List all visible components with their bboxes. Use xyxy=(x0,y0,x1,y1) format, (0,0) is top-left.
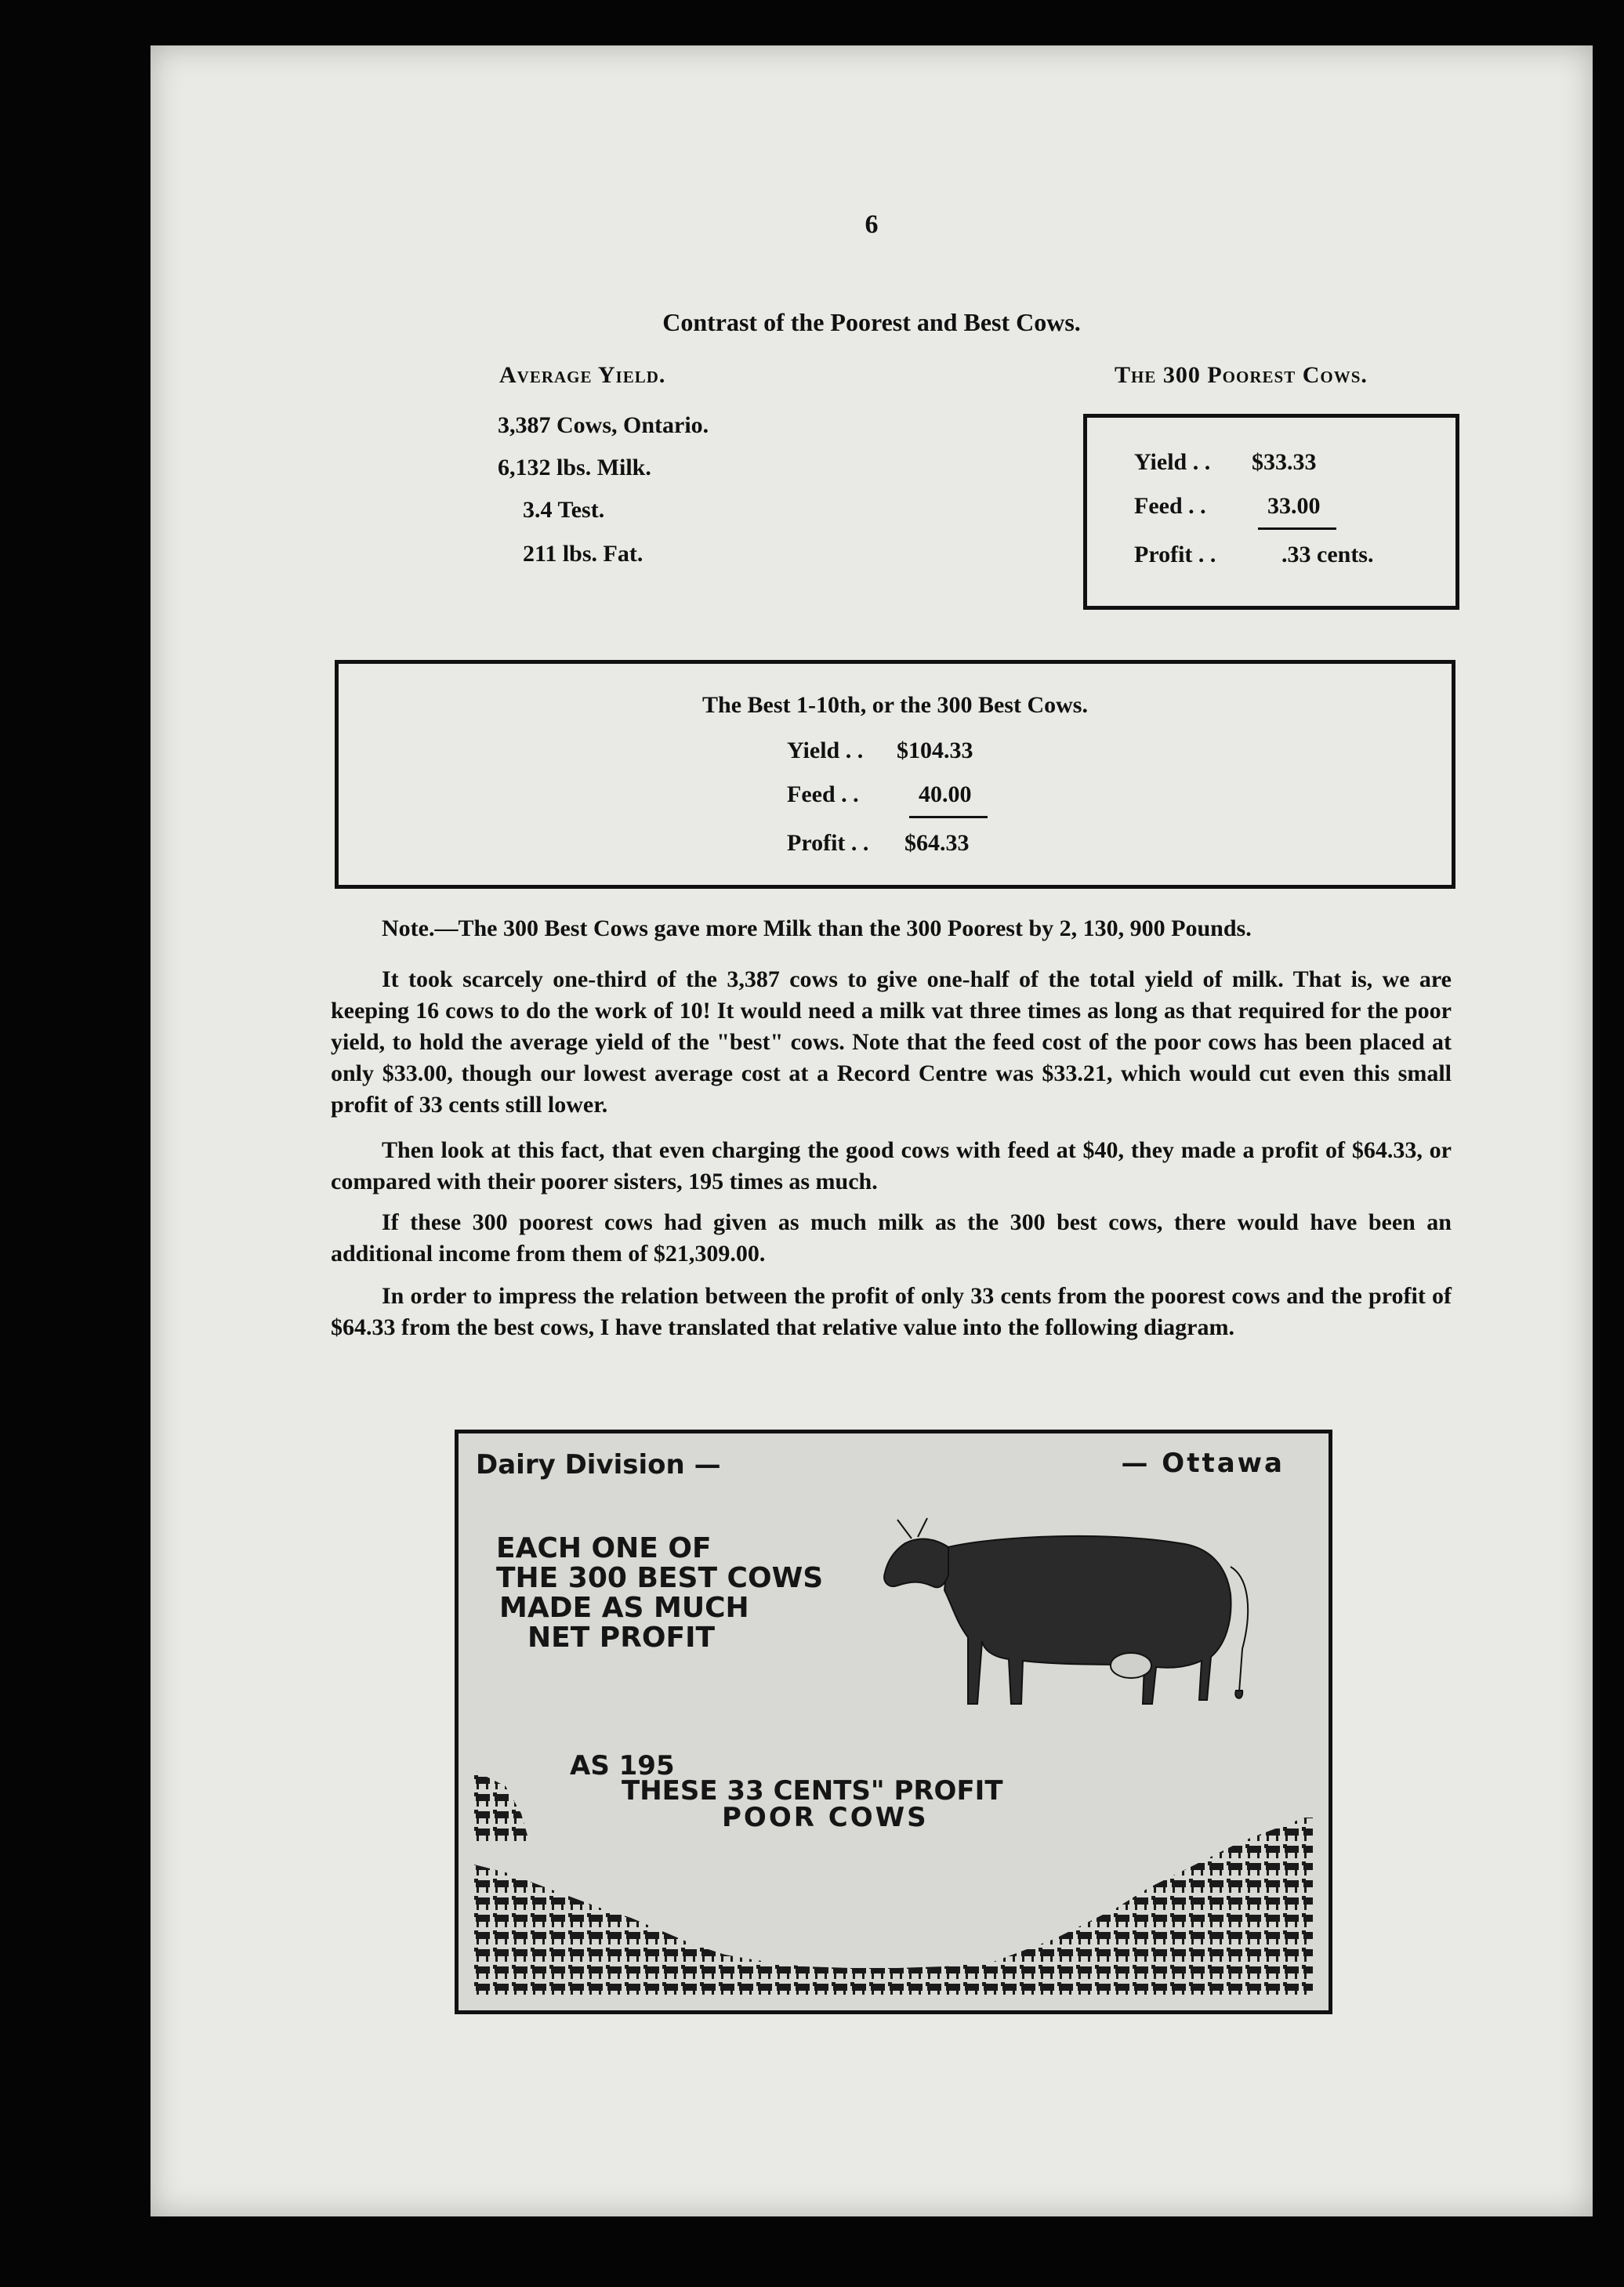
best-yield-value: $104.33 xyxy=(897,738,973,763)
poorest-cows-box xyxy=(1083,414,1459,610)
body-paragraph: It took scarcely one-third of the 3,387 cows to give one-half of the total yield of milk. That is, we are keeping 16 cows to do the work of 10! It would need a milk vat three times as long as that required for the poor yield, to hold the average yield of the "best" cows. Note that the feed cost of the poor cows has been placed at only $33.00, though our lowest average cost at a Record Centre was $33.21, which would cut even this small profit of 33 cents still lower. xyxy=(331,966,1452,1118)
diagram-main-text xyxy=(496,1534,888,1653)
best-feed-label: Feed . . xyxy=(787,781,859,807)
poorest-feed-label: Feed . . xyxy=(1134,493,1206,519)
best-cows-heading: The Best 1-10th, or the 300 Best Cows. xyxy=(702,692,1088,718)
poorest-profit-value: .33 cents. xyxy=(1281,542,1374,567)
diagram-bottom-line: POOR COWS xyxy=(722,1802,929,1833)
small-cows-pattern-icon xyxy=(474,1739,1313,1995)
note-paragraph: Note.—The 300 Best Cows gave more Milk than the 300 Poorest by 2, 130, 900 Pounds. xyxy=(382,915,1252,941)
diagram-line: EACH ONE OF xyxy=(496,1532,712,1564)
best-feed-value: 40.00 xyxy=(919,781,972,807)
average-line: 6,132 lbs. Milk. xyxy=(498,455,651,480)
cow-illustration-icon xyxy=(874,1504,1266,1755)
body-paragraph: In order to impress the relation between the profit of only 33 cents from the poorest cows and the profit of $64.33 from the best cows, I have translated that relative value into the following diagram. xyxy=(331,1283,1452,1340)
page-title: Contrast of the Poorest and Best Cows. xyxy=(662,308,1081,336)
diagram-line: THE 300 BEST COWS xyxy=(496,1562,824,1594)
best-profit-label: Profit . . xyxy=(787,830,869,856)
sum-rule xyxy=(909,816,988,818)
poorest-feed-value: 33.00 xyxy=(1267,493,1321,519)
poorest-profit-label: Profit . . xyxy=(1134,542,1216,567)
average-line: 3.4 Test. xyxy=(523,497,605,523)
profit-diagram xyxy=(455,1430,1332,2014)
best-yield-label: Yield . . xyxy=(787,738,864,763)
diagram-bottom-line: AS 195 xyxy=(570,1750,675,1781)
diagram-header-right: — Ottawa xyxy=(1121,1448,1285,1479)
body-paragraph: Then look at this fact, that even charging the good cows with feed at $40, they made a profit of $64.33, or compared with their poorer sisters, 195 times as much. xyxy=(331,1137,1452,1194)
page-number: 6 xyxy=(865,210,879,239)
poorest-cows-heading: The 300 Poorest Cows. xyxy=(1115,362,1368,388)
sum-rule xyxy=(1258,527,1336,530)
document-page xyxy=(150,45,1593,2216)
average-line: 211 lbs. Fat. xyxy=(523,541,643,567)
diagram-bottom-line: THESE 33 CENTS" PROFIT xyxy=(622,1775,1003,1807)
poorest-yield-value: $33.33 xyxy=(1252,449,1317,475)
best-profit-value: $64.33 xyxy=(904,830,970,856)
poorest-yield-label: Yield . . xyxy=(1134,449,1211,475)
diagram-header-left: Dairy Division — xyxy=(476,1449,721,1481)
diagram-line: NET PROFIT xyxy=(527,1622,716,1654)
average-yield-heading: Average Yield. xyxy=(499,362,666,388)
diagram-line: MADE AS MUCH xyxy=(499,1592,749,1624)
average-line: 3,387 Cows, Ontario. xyxy=(498,412,709,438)
best-cows-box xyxy=(335,660,1455,889)
body-paragraph: If these 300 poorest cows had given as much milk as the 300 best cows, there would have been an additional income from them of $21,309.00. xyxy=(331,1209,1452,1267)
